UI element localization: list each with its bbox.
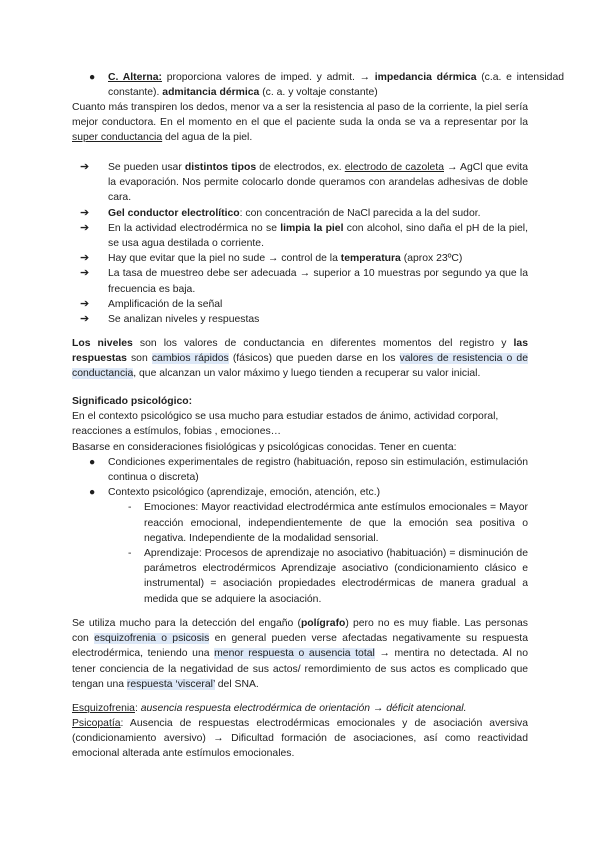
arrow-item-analysis: ➔ Se analizan niveles y respuestas (72, 312, 528, 327)
considerations-text: Basarse en consideraciones fisiológicas y psicológicas conocidas. Tener en cuenta: (72, 441, 457, 453)
arrow-icon: ➔ (80, 313, 90, 326)
transpiration-paragraph: Cuanto más transpiren los dedos, menor va a ser la resistencia al paso de la corriente, la piel sería mejor conductora. En el momento en el que el paciente suda la onda se va a representar por la super conductancia del agua de la piel. (72, 102, 528, 144)
section-heading: Significado psicológico: (72, 396, 193, 407)
context-text: En el contexto psicológico se usa mucho para estudiar estados de ánimo, actividad corporal, reacciones a estímulos, fobias , emociones… (72, 411, 499, 438)
electrode-arrow-list (72, 160, 528, 327)
arrow-icon: ➔ (80, 297, 90, 310)
psychopathy-note: Psicopatía: Ausencia de respuestas electrodérmicas emocionales y de asociación aversiva (condicionamiento aversivo) → Dificultad formación de asociaciones, así como reactividad emocional alterada ante estímulos emocionales. (72, 718, 528, 760)
arrow-icon: ➔ (80, 206, 90, 219)
conditions-bullet: ● Condiciones experimentales de registro (habituación, reposo sin estimulación, estimulación continua o discreta) (89, 456, 528, 484)
alterna-term: C. Alterna: (108, 72, 162, 83)
polygraph-paragraph: Se utiliza mucho para la detección del engaño (polígrafo) pero no es muy fiable. Las personas con esquizofrenia o psicosis en general pueden verse afectadas negativamente su respuesta electrodérmica, teniendo una menor respuesta o ausencia total → mentira no detectada. Al no tener conciencia de la negatividad de sus actos/ remordimiento de sus actos es complicado que tengan una respuesta ‘visceral’ del SNA. (72, 618, 528, 690)
arrow-item-temperature: ➔ Hay que evitar que la piel no sude → control de la temperatura (aprox 23ºC) (72, 251, 528, 266)
learning-subitem: - Aprendizaje: Procesos de aprendizaje no asociativo (habituación) = disminución de parámetros electrodérmicos Aprendizaje asociativo (condicionamiento clásico e instrumental) = asociación propiedades electrodérmicas de manera gradual a medida que se adquiere la asociación. (128, 548, 528, 605)
arrow-item-skin: ➔ En la actividad electrodérmica no se limpia la piel con alcohol, sino daña el pH de la piel, se usa agua destilada o corriente. (80, 221, 528, 250)
alterna-bullet: ● C. Alterna: proporciona valores de imped. y admit. → impedancia dérmica (c.a. e intensidad constante). admitancia dérmica (c. a. y voltaje constante) (89, 72, 564, 99)
bullet-marker: ● (89, 72, 96, 83)
dash-marker: - (128, 548, 132, 560)
arrow-icon: ➔ (80, 161, 90, 173)
emotions-subitem: - Emociones: Mayor reactividad electrodérmica ante estímulos emocionales = Mayor reacción emocional, independientemente de que la emoción sea positiva o negativa. Independiente de la modalidad sensorial. (128, 502, 528, 544)
bullet-marker: ● (89, 456, 96, 468)
arrow-icon: ➔ (80, 221, 90, 234)
dash-marker: - (128, 502, 132, 514)
arrow-icon: ➔ (80, 267, 90, 280)
arrow-item-electrodes: ➔ Se pueden usar distintos tipos de electrodos, ex. electrodo de cazoleta → AgCl que evita la evaporación. Nos permite colocarlo donde queramos con arandelas adhesivas de doble cara. (80, 161, 529, 204)
levels-paragraph: Los niveles son los valores de conductancia en diferentes momentos del registro y las respuestas son cambios rápidos (fásicos) que pueden darse en los valores de resistencia o de conductancia, que alcanzan un valor máximo y luego tienden a recuperar su valor inicial. (72, 338, 528, 380)
bullet-marker: ● (89, 487, 96, 499)
psychological-section (72, 394, 528, 607)
arrow-item-gel: ➔ Gel conductor electrolítico: con concentración de NaCl parecida a la del sudor. (72, 206, 528, 221)
arrow-icon: ➔ (80, 252, 90, 265)
schizophrenia-note: Esquizofrenia: ausencia respuesta electrodérmica de orientación → déficit atencional. (72, 703, 467, 714)
arrow-item-sampling: ➔ La tasa de muestreo debe ser adecuada → superior a 10 muestras por segundo ya que la frecuencia es baja. (80, 267, 528, 295)
context-bullet: ● Contexto psicológico (aprendizaje, emoción, atención, etc.) (72, 485, 528, 500)
arrow-item-amplification: ➔ Amplificación de la señal (72, 297, 528, 312)
